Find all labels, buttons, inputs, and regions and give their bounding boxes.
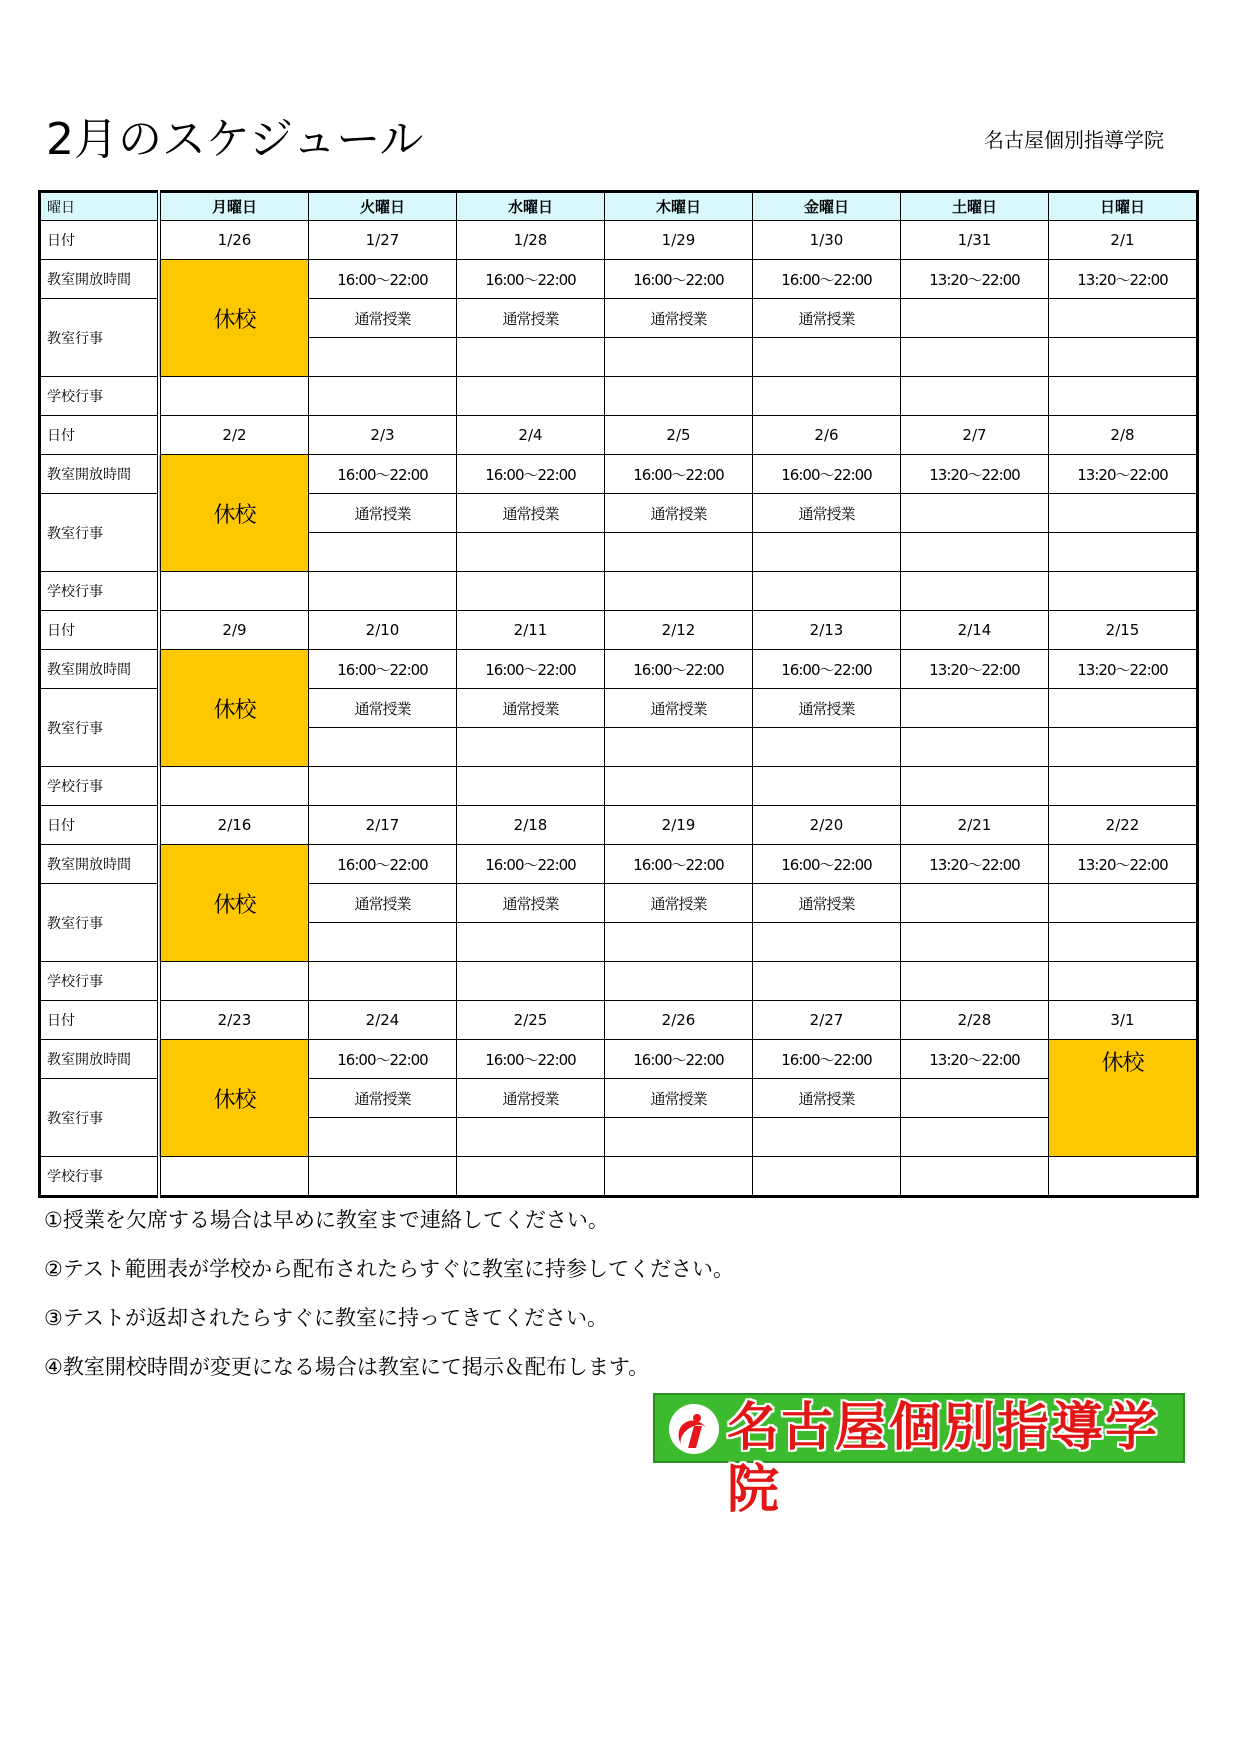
open-hours-cell: 16:00～22:00 <box>605 845 753 884</box>
open-hours-cell: 16:00～22:00 <box>457 650 605 689</box>
class-event-cell <box>605 728 753 767</box>
weekday-header-cell: 金曜日 <box>753 192 901 221</box>
class-event-cell <box>1049 923 1198 962</box>
date-cell: 2/26 <box>605 1001 753 1040</box>
class-event-cell <box>1049 299 1198 338</box>
school-event-cell <box>309 1157 457 1197</box>
school-event-cell <box>1049 377 1198 416</box>
class-event-cell <box>901 884 1049 923</box>
class-event-cell: 通常授業 <box>457 1079 605 1118</box>
school-event-cell <box>309 767 457 806</box>
date-cell: 1/27 <box>309 221 457 260</box>
class-event-cell <box>457 533 605 572</box>
date-row <box>40 221 1198 260</box>
school-event-cell <box>457 1157 605 1197</box>
open-hours-cell: 16:00～22:00 <box>605 650 753 689</box>
school-events-row <box>40 962 1198 1001</box>
class-event-cell: 通常授業 <box>605 1079 753 1118</box>
class-event-cell <box>1049 533 1198 572</box>
open-hours-row <box>40 650 1198 689</box>
date-row <box>40 1001 1198 1040</box>
class-event-cell <box>605 533 753 572</box>
date-cell: 2/25 <box>457 1001 605 1040</box>
logo-mark-icon <box>669 1404 719 1454</box>
date-cell: 2/8 <box>1049 416 1198 455</box>
open-hours-cell: 16:00～22:00 <box>753 1040 901 1079</box>
row-label-date: 日付 <box>40 416 160 455</box>
class-event-cell: 通常授業 <box>605 494 753 533</box>
school-event-cell <box>457 572 605 611</box>
open-hours-cell: 13:20～22:00 <box>1049 455 1198 494</box>
date-cell: 2/4 <box>457 416 605 455</box>
class-event-cell: 通常授業 <box>605 689 753 728</box>
class-event-cell <box>457 728 605 767</box>
date-cell: 2/7 <box>901 416 1049 455</box>
school-event-cell <box>457 767 605 806</box>
class-event-cell <box>901 689 1049 728</box>
open-hours-cell: 16:00～22:00 <box>457 1040 605 1079</box>
date-cell: 2/23 <box>159 1001 309 1040</box>
school-event-cell <box>457 962 605 1001</box>
date-cell: 2/5 <box>605 416 753 455</box>
class-event-cell <box>901 1079 1049 1118</box>
school-events-row <box>40 572 1198 611</box>
date-cell: 2/22 <box>1049 806 1198 845</box>
open-hours-row <box>40 845 1198 884</box>
class-event-cell: 通常授業 <box>309 1079 457 1118</box>
date-cell: 1/30 <box>753 221 901 260</box>
date-cell: 1/29 <box>605 221 753 260</box>
schedule-table <box>38 190 1199 1198</box>
school-events-row <box>40 377 1198 416</box>
school-event-cell <box>901 572 1049 611</box>
open-hours-cell: 16:00～22:00 <box>309 1040 457 1079</box>
class-event-cell: 通常授業 <box>309 299 457 338</box>
open-hours-cell: 13:20～22:00 <box>901 845 1049 884</box>
class-event-cell: 通常授業 <box>753 884 901 923</box>
school-logo <box>653 1393 1185 1520</box>
school-event-cell <box>753 572 901 611</box>
school-event-cell <box>159 767 309 806</box>
note-item: ①授業を欠席する場合は早めに教室まで連絡してください。 <box>44 1208 609 1232</box>
open-hours-cell: 16:00～22:00 <box>605 455 753 494</box>
class-event-cell: 通常授業 <box>753 299 901 338</box>
closed-cell: 休校 <box>159 1040 309 1157</box>
class-event-cell: 通常授業 <box>753 494 901 533</box>
open-hours-cell: 16:00～22:00 <box>753 845 901 884</box>
school-event-cell <box>1049 767 1198 806</box>
school-event-cell <box>901 1157 1049 1197</box>
weekday-header-cell: 水曜日 <box>457 192 605 221</box>
date-cell: 2/13 <box>753 611 901 650</box>
class-event-cell <box>1049 689 1198 728</box>
weekday-header-cell: 日曜日 <box>1049 192 1198 221</box>
row-label-class-events: 教室行事 <box>40 1079 160 1157</box>
school-event-cell <box>309 377 457 416</box>
open-hours-cell: 16:00～22:00 <box>457 260 605 299</box>
open-hours-cell: 16:00～22:00 <box>457 845 605 884</box>
date-cell: 3/1 <box>1049 1001 1198 1040</box>
class-event-cell <box>1049 494 1198 533</box>
logo-text: 名古屋個別指導学院 <box>727 1398 1160 1520</box>
row-label-school-events: 学校行事 <box>40 962 160 1001</box>
row-label-open-hours: 教室開放時間 <box>40 1040 160 1079</box>
weekday-header-cell: 木曜日 <box>605 192 753 221</box>
open-hours-cell: 16:00～22:00 <box>309 455 457 494</box>
class-event-cell: 通常授業 <box>605 884 753 923</box>
weekday-header-cell: 月曜日 <box>159 192 309 221</box>
page-title: 2月のスケジュール <box>46 114 424 165</box>
date-cell: 2/19 <box>605 806 753 845</box>
class-event-cell <box>753 1118 901 1157</box>
school-name: 名古屋個別指導学院 <box>984 128 1164 152</box>
school-event-cell <box>605 572 753 611</box>
class-event-cell <box>753 923 901 962</box>
date-cell: 2/21 <box>901 806 1049 845</box>
weekday-header-cell: 火曜日 <box>309 192 457 221</box>
closed-cell: 休校 <box>159 650 309 767</box>
school-events-row <box>40 1157 1198 1197</box>
class-event-cell <box>309 338 457 377</box>
open-hours-row <box>40 260 1198 299</box>
row-label-open-hours: 教室開放時間 <box>40 650 160 689</box>
class-event-cell <box>753 728 901 767</box>
school-event-cell <box>753 1157 901 1197</box>
row-label-class-events: 教室行事 <box>40 494 160 572</box>
open-hours-cell: 16:00～22:00 <box>457 455 605 494</box>
class-event-cell <box>309 533 457 572</box>
school-event-cell <box>605 377 753 416</box>
date-cell: 2/1 <box>1049 221 1198 260</box>
class-event-cell <box>753 338 901 377</box>
school-event-cell <box>159 962 309 1001</box>
class-event-cell <box>753 533 901 572</box>
closed-cell: 休校 <box>159 260 309 377</box>
date-cell: 2/9 <box>159 611 309 650</box>
class-event-cell <box>457 923 605 962</box>
open-hours-row <box>40 1040 1198 1079</box>
note-item: ②テスト範囲表が学校から配布されたらすぐに教室に持参してください。 <box>44 1257 734 1281</box>
closed-cell: 休校 <box>159 845 309 962</box>
date-cell: 2/28 <box>901 1001 1049 1040</box>
open-hours-cell: 13:20～22:00 <box>1049 650 1198 689</box>
class-event-cell: 通常授業 <box>605 299 753 338</box>
school-event-cell <box>1049 1157 1198 1197</box>
school-event-cell <box>1049 962 1198 1001</box>
closed-cell: 休校 <box>1049 1040 1198 1157</box>
class-event-cell <box>1049 338 1198 377</box>
school-event-cell <box>753 377 901 416</box>
class-event-cell <box>309 923 457 962</box>
class-event-cell <box>901 533 1049 572</box>
weekday-header-cell: 土曜日 <box>901 192 1049 221</box>
row-label-school-events: 学校行事 <box>40 1157 160 1197</box>
date-cell: 2/14 <box>901 611 1049 650</box>
school-event-cell <box>1049 572 1198 611</box>
class-event-cell <box>457 338 605 377</box>
school-events-row <box>40 767 1198 806</box>
open-hours-cell: 13:20～22:00 <box>1049 260 1198 299</box>
date-cell: 2/15 <box>1049 611 1198 650</box>
class-event-cell <box>605 338 753 377</box>
class-event-cell: 通常授業 <box>753 1079 901 1118</box>
date-cell: 2/2 <box>159 416 309 455</box>
school-event-cell <box>309 572 457 611</box>
date-cell: 2/24 <box>309 1001 457 1040</box>
class-event-cell: 通常授業 <box>457 299 605 338</box>
class-event-cell <box>605 1118 753 1157</box>
row-label-school-events: 学校行事 <box>40 767 160 806</box>
school-event-cell <box>753 962 901 1001</box>
open-hours-cell: 16:00～22:00 <box>753 455 901 494</box>
open-hours-cell: 16:00～22:00 <box>309 650 457 689</box>
date-cell: 2/17 <box>309 806 457 845</box>
row-label-weekday: 曜日 <box>40 192 160 221</box>
school-event-cell <box>159 1157 309 1197</box>
school-event-cell <box>605 962 753 1001</box>
school-event-cell <box>457 377 605 416</box>
class-event-cell <box>1049 884 1198 923</box>
row-label-school-events: 学校行事 <box>40 377 160 416</box>
class-event-cell <box>901 299 1049 338</box>
date-cell: 2/3 <box>309 416 457 455</box>
class-event-cell <box>901 728 1049 767</box>
open-hours-row <box>40 455 1198 494</box>
row-label-date: 日付 <box>40 1001 160 1040</box>
date-cell: 2/18 <box>457 806 605 845</box>
school-event-cell <box>901 767 1049 806</box>
date-cell: 2/27 <box>753 1001 901 1040</box>
date-cell: 1/31 <box>901 221 1049 260</box>
class-event-cell: 通常授業 <box>457 689 605 728</box>
row-label-open-hours: 教室開放時間 <box>40 845 160 884</box>
class-event-cell <box>901 338 1049 377</box>
school-event-cell <box>605 767 753 806</box>
date-cell: 2/12 <box>605 611 753 650</box>
class-event-cell: 通常授業 <box>457 884 605 923</box>
open-hours-cell: 16:00～22:00 <box>753 260 901 299</box>
class-event-cell: 通常授業 <box>457 494 605 533</box>
class-event-cell <box>901 1118 1049 1157</box>
row-label-open-hours: 教室開放時間 <box>40 455 160 494</box>
class-event-cell <box>457 1118 605 1157</box>
note-item: ④教室開校時間が変更になる場合は教室にて掲示＆配布します。 <box>44 1355 650 1379</box>
open-hours-cell: 16:00～22:00 <box>605 1040 753 1079</box>
date-cell: 1/26 <box>159 221 309 260</box>
school-event-cell <box>753 767 901 806</box>
open-hours-cell: 13:20～22:00 <box>901 650 1049 689</box>
notes-list <box>44 1196 734 1392</box>
school-event-cell <box>309 962 457 1001</box>
open-hours-cell: 16:00～22:00 <box>309 845 457 884</box>
class-event-cell <box>901 923 1049 962</box>
class-event-cell: 通常授業 <box>309 494 457 533</box>
row-label-date: 日付 <box>40 806 160 845</box>
open-hours-cell: 16:00～22:00 <box>753 650 901 689</box>
class-event-cell: 通常授業 <box>309 884 457 923</box>
class-event-cell <box>605 923 753 962</box>
open-hours-cell: 13:20～22:00 <box>1049 845 1198 884</box>
date-row <box>40 611 1198 650</box>
school-event-cell <box>605 1157 753 1197</box>
class-event-cell: 通常授業 <box>753 689 901 728</box>
open-hours-cell: 13:20～22:00 <box>901 260 1049 299</box>
open-hours-cell: 13:20～22:00 <box>901 455 1049 494</box>
weekday-header-row <box>40 192 1198 221</box>
class-event-cell <box>901 494 1049 533</box>
date-cell: 2/16 <box>159 806 309 845</box>
note-item: ③テストが返却されたらすぐに教室に持ってきてください。 <box>44 1306 608 1330</box>
school-event-cell <box>901 377 1049 416</box>
date-cell: 2/20 <box>753 806 901 845</box>
class-event-cell: 通常授業 <box>309 689 457 728</box>
row-label-school-events: 学校行事 <box>40 572 160 611</box>
open-hours-cell: 16:00～22:00 <box>605 260 753 299</box>
date-cell: 2/11 <box>457 611 605 650</box>
row-label-class-events: 教室行事 <box>40 689 160 767</box>
school-event-cell <box>901 962 1049 1001</box>
date-cell: 1/28 <box>457 221 605 260</box>
class-event-cell <box>1049 728 1198 767</box>
closed-cell: 休校 <box>159 455 309 572</box>
row-label-open-hours: 教室開放時間 <box>40 260 160 299</box>
school-event-cell <box>159 572 309 611</box>
class-event-cell <box>309 1118 457 1157</box>
school-event-cell <box>159 377 309 416</box>
date-cell: 2/6 <box>753 416 901 455</box>
row-label-class-events: 教室行事 <box>40 884 160 962</box>
open-hours-cell: 13:20～22:00 <box>901 1040 1049 1079</box>
date-row <box>40 416 1198 455</box>
row-label-class-events: 教室行事 <box>40 299 160 377</box>
class-event-cell <box>309 728 457 767</box>
date-cell: 2/10 <box>309 611 457 650</box>
row-label-date: 日付 <box>40 611 160 650</box>
row-label-date: 日付 <box>40 221 160 260</box>
open-hours-cell: 16:00～22:00 <box>309 260 457 299</box>
date-row <box>40 806 1198 845</box>
